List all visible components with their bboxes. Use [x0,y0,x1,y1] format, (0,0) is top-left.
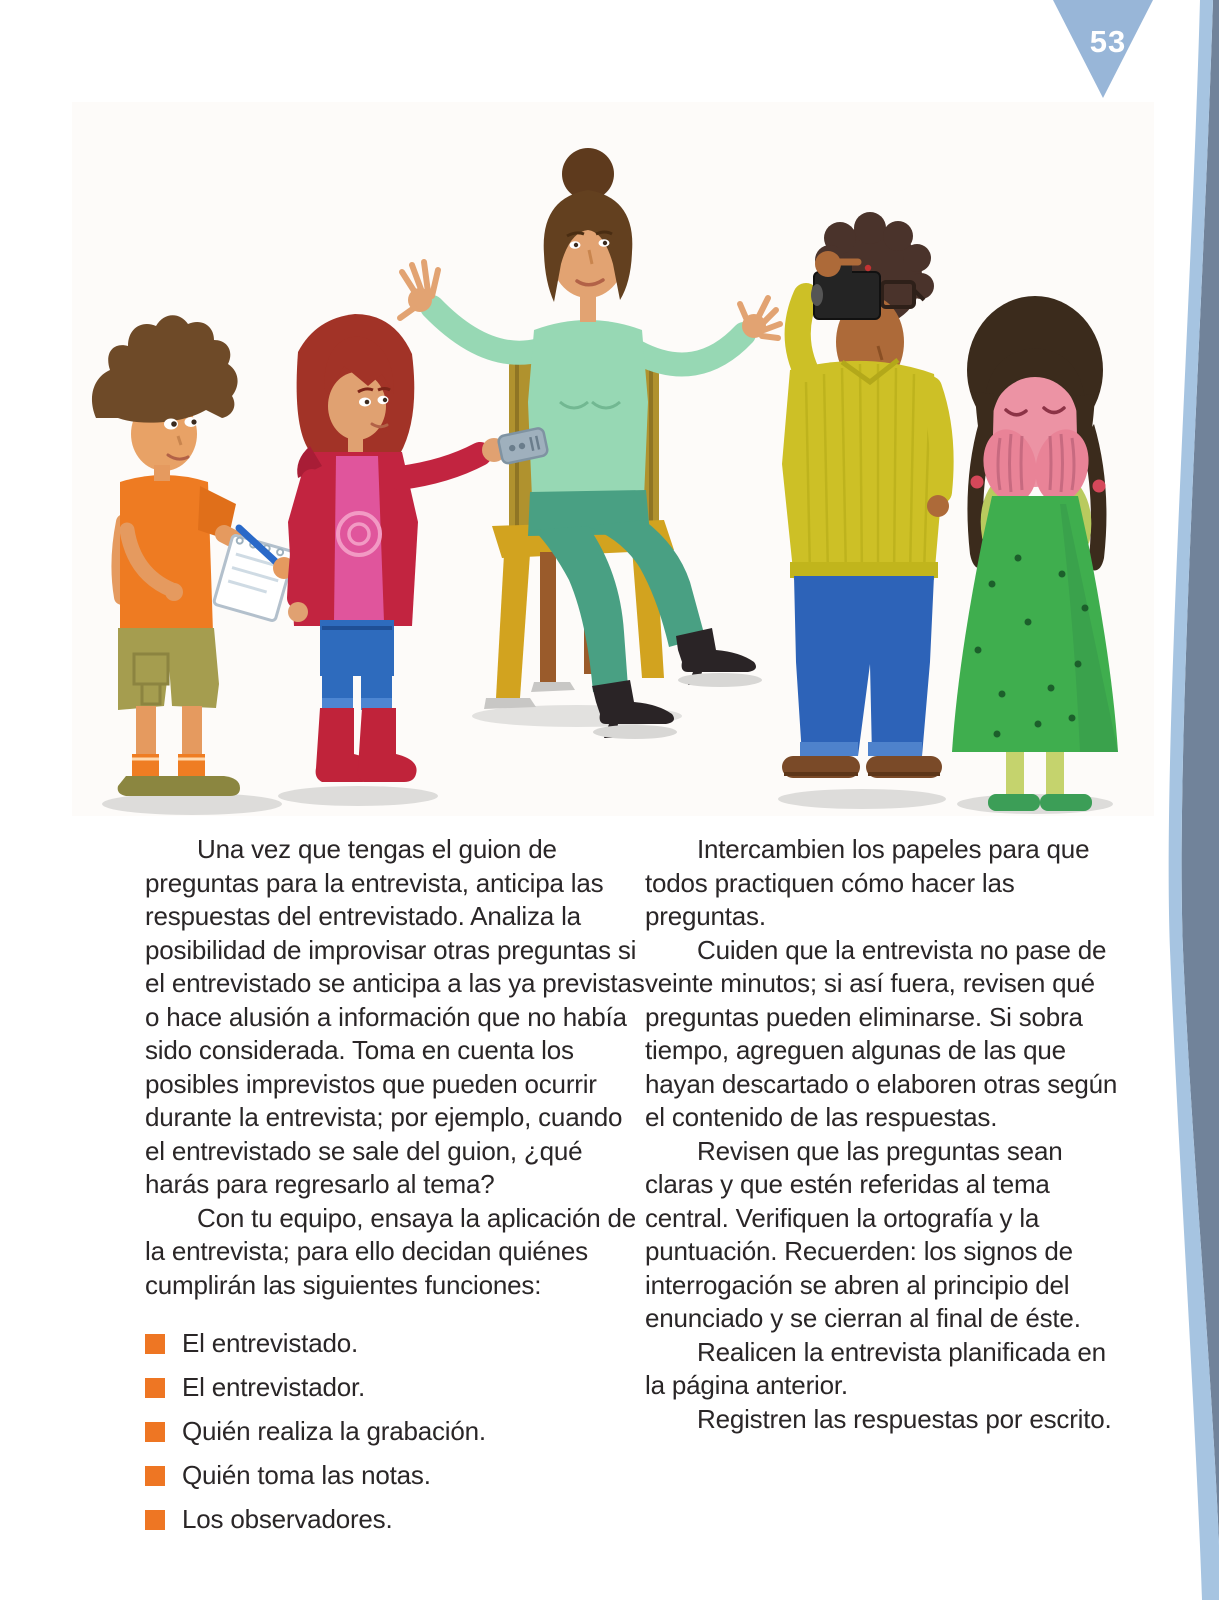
bullet-square-icon [145,1510,165,1530]
bullet-square-icon [145,1466,165,1486]
list-item [145,1366,645,1410]
boy-taking-notes [92,315,295,815]
list-item-label: El entrevistado. [182,1328,359,1359]
list-item-label: Quién realiza la grabación. [182,1416,486,1447]
left-text-column [145,833,645,1542]
list-item-label: Quién toma las notas. [182,1460,431,1491]
page-edge-stripe [1169,0,1219,1600]
paragraph: Registren las respuestas por escrito. [697,1403,1112,1434]
list-item [145,1322,645,1366]
paragraph: Intercambien los papeles para que todos practiquen cómo hacer las preguntas. [645,834,1090,931]
interview-scene-drawing [72,102,1154,816]
bullet-square-icon [145,1334,165,1354]
roles-bullet-list [145,1322,645,1542]
page-number: 53 [1089,24,1127,59]
page-edge-dark-band [1182,0,1219,1545]
list-item-label: El entrevistador. [182,1372,366,1403]
bullet-square-icon [145,1422,165,1442]
woman-interviewee-on-chair [400,148,780,739]
bullet-square-icon [145,1378,165,1398]
list-item-label: Los observadores. [182,1504,393,1535]
paragraph: Una vez que tengas el guion de preguntas para la entrevista, anticipa las respuestas del entrevistado. Analiza la posibilidad de improvisar otras preguntas si el entrevistado se anticipa a las ya previstas o hace alusión a información que no había sido considerada. Toma en cuenta los posibles imprevistos que pueden ocurrir durante la entrevista; por ejemplo, cuando el entrevistado se sale del guion, ¿qué harás para regresarlo al tema? [145,834,645,1199]
paragraph: Con tu equipo, ensaya la aplicación de la entrevista; para ello decidan quiénes cumplirán las siguientes funciones: [145,1202,637,1300]
paragraph: Cuiden que la entrevista no pase de veinte minutos; si así fuera, revisen qué preguntas pueden eliminarse. Si sobra tiempo, agreguen algunas de las que hayan descartado o elaboren otras según el contenido de las respuestas. [645,934,1118,1132]
list-item [145,1454,645,1498]
shy-girl-covering-face [952,296,1118,814]
list-item [145,1410,645,1454]
list-item [145,1498,645,1542]
illustration-interview-scene [72,102,1154,816]
right-text-column [645,833,1121,1436]
paragraph: Realicen la entrevista planificada en la página anterior. [645,1336,1106,1400]
boy-with-camera [778,212,949,809]
paragraph: Revisen que las preguntas sean claras y que estén referidas al tema central. Verifiquen la ortografía y la puntuación. Recuerden: los signos de interrogación se abren al principio del enunciado y se cierran al final de éste. [645,1135,1081,1333]
